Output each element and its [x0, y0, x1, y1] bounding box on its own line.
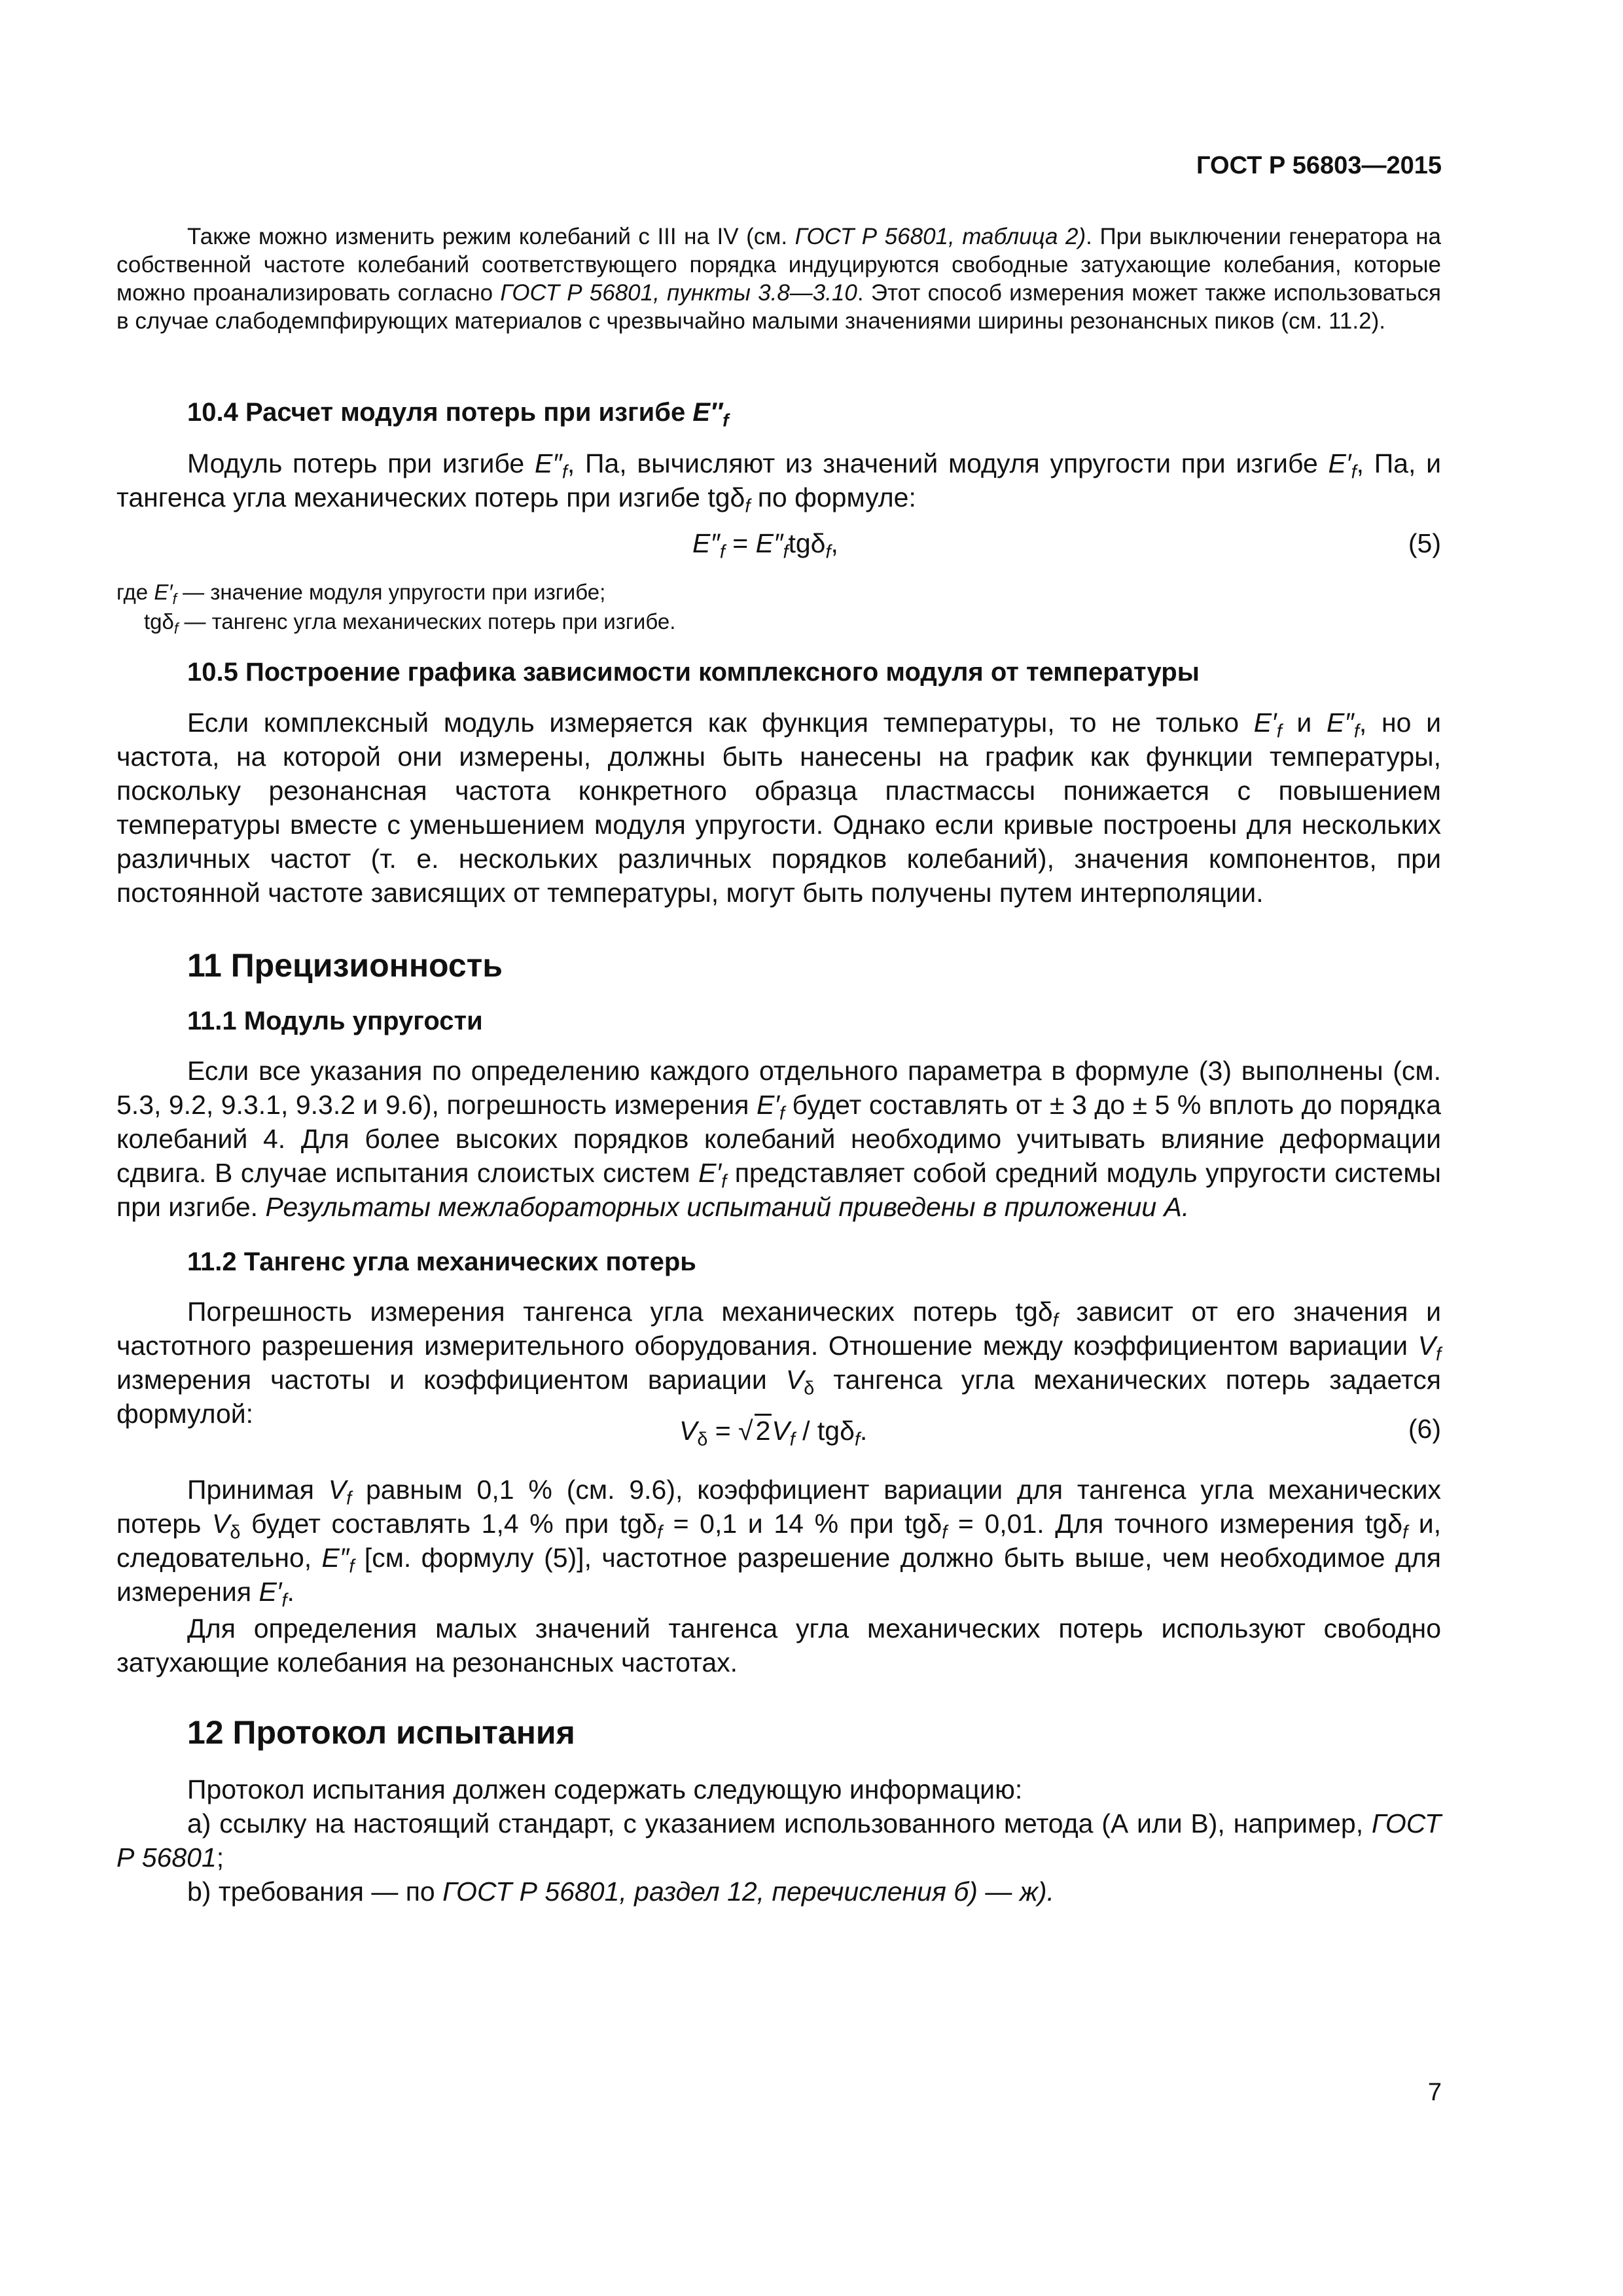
section-12-title: 12 Протокол испытания — [187, 1714, 575, 1751]
section-12-item-a: a) ссылку на настоящий стандарт, с указанием использованного метода (А или В), например, ГОСТ Р 56801; — [116, 1808, 1441, 1873]
document-page: ГОСТ Р 56803—2015 Также можно изменить режим колебаний с III на IV (см. ГОСТ Р 56801, таблица 2). При выключении генератора на собственной частоте колебаний соответствующего порядка индуцируются свободные затухающие колебания, которые можно проанализировать согласно ГОСТ Р 56801, пункты 3.8—3.10. Этот способ измерения может также использоваться в случае слабодемпфирующих материалов с чрезвычайно малыми значениями ширины резонансных пиков (см. 11.2). 10.4 Расчет модуля потерь при изгибе $E''_f$ Модуль потерь при изгибе $E''_f$, Па, вычисляют из значений модуля упругости при изгибе $E'_f$, Па, и тангенса угла механических потерь при изгибе tgδ$_f$ по формуле: $E''_f = E''_ftg\delta_f$, (5) где $E'_f$ — значение модуля упругости при изгибе; tgδ$_f$ — тангенс угла механических потерь при изгибе. 10.5 Построение графика зависимости комплексного модуля от температуры Если комплексный модуль измеряется как функция температуры, то не только $E'_f$ и $E''_f$, но и частота, на которой они измерены, должны быть нанесены на график как функции температуры, поскольку резонансная частота конкретного образца пластмассы понижается с повышением температуры вместе с уменьшением модуля упругости. Однако если кривые построены для нескольких различных частот (т. е. нескольких различных порядков колебаний), значения компонентов, при постоянной частоте зависящих от температуры, могут быть получены путем интерполяции. 11 Прецизионность 11.1 Модуль упругости Если все указания по определению каждого отдельного параметра в формуле (3) выполнены (см. 5.3, 9.2, 9.3.1, 9.3.2 и 9.6), погрешность измерения $E'_f$ будет составлять от ± 3 до ± 5 % вплоть до порядка колебаний 4. Для более высоких порядков колебаний необходимо учитывать влияние деформации сдвига. В случае испытания слоистых систем $E'_f$ представляет собой средний модуль упругости системы при изгибе. Результаты межлабораторных испытаний приведены в приложении А. 11.2 Тангенс угла механических потерь Погрешность измерения тангенса угла механических потерь tgδ$_f$ зависит от его значения и частотного разрешения измерительного оборудования. Отношение между коэффициентом вариации $V_f$ измерения частоты и коэффициентом вариации $V_\delta$ тангенса угла механических потерь задается формулой: $V_\delta = √2V_f / tg\delta_f$. (6) Принимая $V_f$ равным 0,1 % (см. 9.6), коэффициент вариации для тангенса угла механических потерь $V_\delta$ будет составлять 1,4 % при tgδ$_f$ = 0,1 и 14 % при tgδ$_f$ = 0,01. Для точного измерения tgδ$_f$ и, следовательно, $E''_f$ [см. формулу (5)], частотное разрешение должно быть выше, чем необходимое для измерения $E'_f$. Для определения малых значений тангенса угла механических потерь используют свободно затухающие колебания на резонансных частотах. 12 Протокол испытания Протокол испытания должен содержать следующую информацию: a) ссылку на настоящий стандарт, с указанием использованного метода (А или В), например, ГОСТ Р 56801; b) требования — по ГОСТ Р 56801, раздел 12, перечисления б) — ж). 7 — [116, 152, 1442, 2106]
section-11-2-paragraph-2: Принимая $V_f$ равным 0,1 % (см. 9.6), коэффициент вариации для тангенса угла механических потерь $V_\delta$ будет составлять 1,4 % при tgδ$_f$ = 0,1 и 14 % при tgδ$_f$ = 0,01. Для точного измерения tgδ$_f$ и, следовательно, $E''_f$ [см. формулу (5)], частотное разрешение должно быть выше, чем необходимое для измерения $E'_f$. — [116, 1475, 1441, 1611]
page-number: 7 — [1427, 2079, 1442, 2106]
section-11-2-paragraph-3: Для определения малых значений тангенса угла механических потерь используют свободно затухающие колебания на резонансных частотах. — [116, 1613, 1441, 1677]
section-11-1-title: 11.1 Модуль упругости — [187, 1007, 483, 1035]
standard-header: ГОСТ Р 56803—2015 — [1196, 152, 1442, 179]
formula-5-number: (5) — [1408, 528, 1441, 558]
section-11-1-paragraph: Если все указания по определению каждого отдельного параметра в формуле (3) выполнены (см. 5.3, 9.2, 9.3.1, 9.3.2 и 9.6), погрешность измерения $E'_f$ будет составлять от ± 3 до ± 5 % вплоть до порядка колебаний 4. Для более высоких порядков колебаний необходимо учитывать влияние деформации сдвига. В случае испытания слоистых систем $E'_f$ представляет собой средний модуль упругости системы при изгибе. Результаты межлабораторных испытаний приведены в приложении А. — [116, 1056, 1441, 1222]
section-11-title: 11 Прецизионность — [187, 947, 503, 984]
section-10-5-title: 10.5 Построение графика зависимости комплексного модуля от температуры — [187, 658, 1200, 687]
formula-5-legend: где $E'_f$ — значение модуля упругости при изгибе; tgδ$_f$ — тангенс угла механических потерь при изгибе. — [116, 580, 676, 637]
section-12-paragraph: Протокол испытания должен содержать следующую информацию: — [187, 1774, 1023, 1804]
formula-6-number: (6) — [1408, 1414, 1441, 1444]
section-10-5-paragraph: Если комплексный модуль измеряется как функция температуры, то не только $E'_f$ и $E''_f$, но и частота, на которой они измерены, должны быть нанесены на график как функции температуры, поскольку резонансная частота конкретного образца пластмассы понижается с повышением температуры вместе с уменьшением модуля упругости. Однако если кривые построены для нескольких различных частот (т. е. нескольких различных порядков колебаний), значения компонентов, при постоянной частоте зависящих от температуры, могут быть получены путем интерполяции. — [116, 708, 1441, 908]
section-10-4-paragraph: Модуль потерь при изгибе $E''_f$, Па, вычисляют из значений модуля упругости при изгибе $E'_f$, Па, и тангенса угла механических потерь при изгибе tgδ$_f$ по формуле: — [116, 448, 1441, 517]
intro-paragraph: Также можно изменить режим колебаний с III на IV (см. ГОСТ Р 56801, таблица 2). При выключении генератора на собственной частоте колебаний соответствующего порядка индуцируются свободные затухающие колебания, которые можно проанализировать согласно ГОСТ Р 56801, пункты 3.8—3.10. Этот способ измерения может также использоваться в случае слабодемпфирующих материалов с чрезвычайно малыми значениями ширины резонансных пиков (см. 11.2). — [116, 224, 1441, 334]
section-12-item-b: b) требования — по ГОСТ Р 56801, раздел 12, перечисления б) — ж). — [187, 1876, 1054, 1907]
section-11-2-paragraph-1: Погрешность измерения тангенса угла механических потерь tgδ$_f$ зависит от его значения и частотного разрешения измерительного оборудования. Отношение между коэффициентом вариации $V_f$ измерения частоты и коэффициентом вариации $V_\delta$ тангенса угла механических потерь задается формулой: — [116, 1297, 1442, 1429]
sqrt-symbol: √2 — [738, 1414, 772, 1446]
section-11-2-title: 11.2 Тангенс угла механических потерь — [187, 1247, 696, 1276]
section-10-4-title: 10.4 Расчет модуля потерь при изгибе $E''_f$ — [187, 398, 729, 431]
